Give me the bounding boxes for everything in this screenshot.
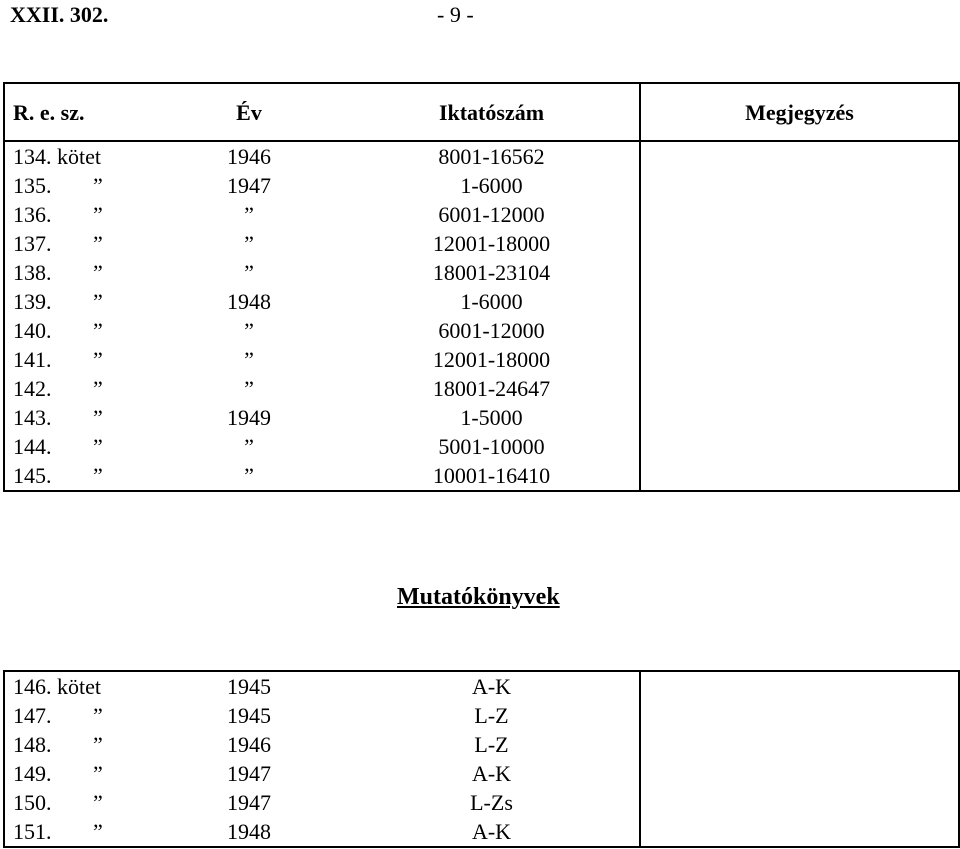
note-cell xyxy=(640,141,959,171)
register-row xyxy=(4,200,959,229)
range-cell: 1-6000 xyxy=(460,173,523,198)
register-row xyxy=(4,287,959,316)
volume-number-wrap xyxy=(13,316,143,345)
range-cell: A-K xyxy=(471,761,512,786)
volume-number-cell xyxy=(4,461,154,491)
volume-number: 141. xyxy=(13,347,52,372)
note-cell xyxy=(640,432,959,461)
ditto-mark: ” xyxy=(93,819,103,844)
note-cell xyxy=(640,345,959,374)
volume-number-wrap xyxy=(13,817,143,846)
volume-number-cell xyxy=(4,287,154,316)
note-cell xyxy=(640,316,959,345)
note-cell xyxy=(640,461,959,491)
note-cell xyxy=(640,171,959,200)
page-number: - 9 - xyxy=(437,2,474,27)
column-header-note: Megjegyzés xyxy=(640,83,959,141)
index-row xyxy=(4,788,959,817)
volume-number: 146. kötet xyxy=(13,674,101,699)
range-cell: 18001-24647 xyxy=(432,376,551,401)
ditto-mark: ” xyxy=(93,761,103,786)
header-row xyxy=(4,83,959,141)
year-cell: ” xyxy=(244,434,254,459)
volume-number-wrap xyxy=(13,788,143,817)
range-cell: 5001-10000 xyxy=(438,434,545,459)
ditto-mark: ” xyxy=(93,790,103,815)
register-row xyxy=(4,461,959,491)
volume-number: 145. xyxy=(13,463,52,488)
volume-number-cell xyxy=(4,817,154,847)
volume-number: 136. xyxy=(13,202,52,227)
column-header-registry: Iktatószám xyxy=(344,83,640,141)
volume-number-wrap xyxy=(13,374,143,403)
volume-number-wrap xyxy=(13,200,143,229)
ditto-mark: ” xyxy=(93,732,103,757)
volume-number-wrap xyxy=(13,403,143,432)
year-cell: 1946 xyxy=(227,144,271,169)
year-cell: 1947 xyxy=(227,761,271,786)
ditto-mark: ” xyxy=(93,347,103,372)
year-cell: ” xyxy=(244,318,254,343)
ditto-mark: ” xyxy=(93,463,103,488)
year-cell: 1947 xyxy=(227,173,271,198)
column-header-number: R. e. sz. xyxy=(4,83,154,141)
year-cell: ” xyxy=(244,260,254,285)
index-table xyxy=(3,670,960,848)
register-row xyxy=(4,258,959,287)
ditto-mark: ” xyxy=(93,318,103,343)
ditto-mark: ” xyxy=(93,434,103,459)
year-cell: ” xyxy=(244,463,254,488)
range-cell: 12001-18000 xyxy=(432,347,551,372)
ditto-mark: ” xyxy=(93,405,103,430)
volume-number-cell xyxy=(4,345,154,374)
range-cell: L-Z xyxy=(474,703,509,728)
volume-number-cell xyxy=(4,141,154,171)
volume-number-cell xyxy=(4,171,154,200)
volume-number: 137. xyxy=(13,231,52,256)
note-cell xyxy=(640,374,959,403)
note-cell xyxy=(640,730,959,759)
volume-number-cell xyxy=(4,374,154,403)
volume-number-cell xyxy=(4,403,154,432)
ditto-mark: ” xyxy=(93,703,103,728)
volume-number-wrap xyxy=(13,730,143,759)
volume-number-wrap xyxy=(13,258,143,287)
volume-number-cell xyxy=(4,671,154,701)
volume-number-cell xyxy=(4,701,154,730)
year-cell: ” xyxy=(244,376,254,401)
ditto-mark: ” xyxy=(93,289,103,314)
note-cell xyxy=(640,258,959,287)
volume-number-wrap xyxy=(13,701,143,730)
year-cell: 1949 xyxy=(227,405,271,430)
volume-number-cell xyxy=(4,432,154,461)
year-cell: ” xyxy=(244,231,254,256)
range-cell: L-Z xyxy=(474,732,509,757)
volume-number-wrap xyxy=(13,171,143,200)
volume-number: 140. xyxy=(13,318,52,343)
register-row xyxy=(4,403,959,432)
volume-number-cell xyxy=(4,258,154,287)
note-cell xyxy=(640,200,959,229)
note-cell xyxy=(640,403,959,432)
volume-number-wrap xyxy=(13,287,143,316)
note-cell xyxy=(640,671,959,701)
range-cell: A-K xyxy=(471,819,512,844)
document-reference: XXII. 302. xyxy=(10,2,109,27)
volume-number-wrap xyxy=(13,461,143,490)
column-header-year: Év xyxy=(154,83,344,141)
range-cell: 8001-16562 xyxy=(438,144,545,169)
year-cell: ” xyxy=(244,347,254,372)
range-cell: 18001-23104 xyxy=(432,260,551,285)
year-cell: 1945 xyxy=(227,674,271,699)
index-row xyxy=(4,730,959,759)
volume-number-wrap xyxy=(13,345,143,374)
register-row xyxy=(4,374,959,403)
register-row xyxy=(4,171,959,200)
note-cell xyxy=(640,229,959,258)
volume-number-cell xyxy=(4,200,154,229)
volume-number-wrap xyxy=(13,432,143,461)
volume-number-cell xyxy=(4,730,154,759)
range-cell: 12001-18000 xyxy=(432,231,551,256)
note-cell xyxy=(640,759,959,788)
note-cell xyxy=(640,788,959,817)
range-cell: A-K xyxy=(471,674,512,699)
volume-number: 139. xyxy=(13,289,52,314)
index-row xyxy=(4,759,959,788)
year-cell: 1946 xyxy=(227,732,271,757)
ditto-mark: ” xyxy=(93,231,103,256)
section-title: Mutatókönyvek xyxy=(397,584,560,610)
ditto-mark: ” xyxy=(93,202,103,227)
range-cell: 6001-12000 xyxy=(438,202,545,227)
volume-number-wrap xyxy=(13,672,143,701)
register-table xyxy=(3,82,960,492)
year-cell: 1948 xyxy=(227,819,271,844)
volume-number: 134. kötet xyxy=(13,144,101,169)
index-row xyxy=(4,701,959,730)
volume-number: 135. xyxy=(13,173,52,198)
volume-number-wrap xyxy=(13,759,143,788)
note-cell xyxy=(640,817,959,847)
year-cell: ” xyxy=(244,202,254,227)
volume-number: 142. xyxy=(13,376,52,401)
note-cell xyxy=(640,701,959,730)
year-cell: 1948 xyxy=(227,289,271,314)
volume-number-cell xyxy=(4,316,154,345)
volume-number: 151. xyxy=(13,819,52,844)
volume-number: 148. xyxy=(13,732,52,757)
register-row xyxy=(4,141,959,171)
ditto-mark: ” xyxy=(93,173,103,198)
index-row xyxy=(4,817,959,847)
volume-number-wrap xyxy=(13,142,143,171)
volume-number: 144. xyxy=(13,434,52,459)
volume-number-cell xyxy=(4,229,154,258)
range-cell: 1-6000 xyxy=(460,289,523,314)
ditto-mark: ” xyxy=(93,260,103,285)
register-row xyxy=(4,432,959,461)
volume-number: 143. xyxy=(13,405,52,430)
range-cell: 6001-12000 xyxy=(438,318,545,343)
volume-number: 147. xyxy=(13,703,52,728)
range-cell: 10001-16410 xyxy=(432,463,551,488)
register-row xyxy=(4,229,959,258)
index-row xyxy=(4,671,959,701)
note-cell xyxy=(640,287,959,316)
register-row xyxy=(4,345,959,374)
volume-number-wrap xyxy=(13,229,143,258)
year-cell: 1947 xyxy=(227,790,271,815)
range-cell: 1-5000 xyxy=(460,405,523,430)
volume-number: 149. xyxy=(13,761,52,786)
volume-number: 138. xyxy=(13,260,52,285)
year-cell: 1945 xyxy=(227,703,271,728)
range-cell: L-Zs xyxy=(470,790,513,815)
ditto-mark: ” xyxy=(93,376,103,401)
volume-number-cell xyxy=(4,788,154,817)
register-row xyxy=(4,316,959,345)
volume-number-cell xyxy=(4,759,154,788)
volume-number: 150. xyxy=(13,790,52,815)
